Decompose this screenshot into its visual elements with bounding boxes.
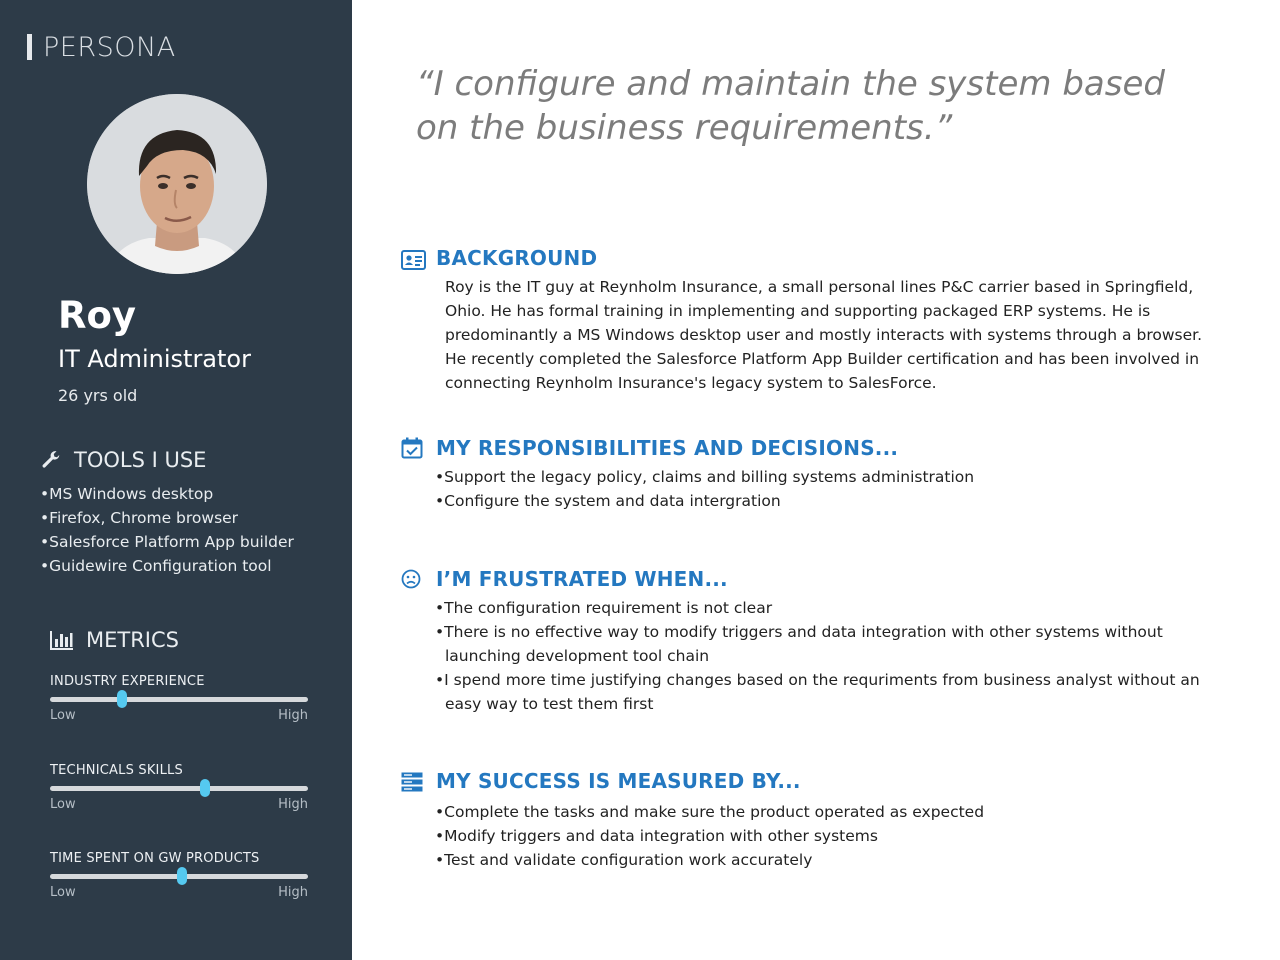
list-item: • Configure the system and data intergration [435,489,1225,513]
persona-header [27,32,176,62]
scale-low-label: Low [50,797,76,812]
background-text: Roy is the IT guy at Reynholm Insurance, a small personal lines P&C carrier based in Springfield, Ohio. He has formal training in implementing and supporting packaged ERP systems. He is predominantly a MS Windows desktop user and mostly interacts with systems through a browser. He recently completed the Salesforce Platform App Builder certification and has been involved in connecting Reynholm Insurance's legacy system to SalesForce. [445,278,1203,392]
calendar-check-icon [401,437,423,459]
metric-label: TECHNICALS SKILLS [50,763,183,778]
metric-slider-track[interactable] [50,786,308,791]
list-item: • There is no effective way to modify triggers and data integration with other systems without launching development tool chain [435,620,1225,668]
list-item: • The configuration requirement is not clear [435,596,1225,620]
persona-label: PERSONA [43,31,176,63]
metrics-title: METRICS [86,628,179,652]
list-item: • Modify triggers and data integration with other systems [435,824,1225,848]
responsibilities-title: MY RESPONSIBILITIES AND DECISIONS... [436,436,899,460]
list-item: • Salesforce Platform App builder [40,530,294,554]
frustrations-title: I’M FRUSTRATED WHEN... [436,567,728,591]
tools-heading [40,448,206,472]
server-list-icon [401,772,423,792]
tools-list [40,482,294,578]
scale-high-label: High [278,885,308,900]
tools-title: TOOLS I USE [74,448,207,472]
responsibilities-list [435,465,1225,513]
metric-slider-thumb[interactable] [200,779,210,797]
metric-slider-track[interactable] [50,697,308,702]
metric-industry-experience [50,674,308,723]
wrench-icon [40,449,62,471]
list-item: • Complete the tasks and make sure the product operated as expected [435,800,1225,824]
avatar [87,94,267,274]
scale-low-label: Low [50,885,76,900]
scale-high-label: High [278,797,308,812]
list-item: • Guidewire Configuration tool [40,554,294,578]
metrics-heading [50,628,179,652]
persona-age: 26 yrs old [58,386,138,405]
success-list [435,800,1225,872]
bar-chart-icon [50,630,74,650]
sidebar [0,0,352,960]
persona-role: IT Administrator [58,345,251,373]
metric-slider-track[interactable] [50,874,308,879]
persona-accent-bar [27,34,32,60]
metric-slider-thumb[interactable] [117,690,127,708]
sad-face-icon [401,569,421,589]
id-card-icon [401,250,426,270]
scale-high-label: High [278,708,308,723]
metric-label: TIME SPENT ON GW PRODUCTS [50,851,260,866]
list-item: • I spend more time justifying changes based on the requriments from business analyst without an easy way to test them first [435,668,1225,716]
list-item: • MS Windows desktop [40,482,294,506]
scale-low-label: Low [50,708,76,723]
metric-label: INDUSTRY EXPERIENCE [50,674,205,689]
metric-slider-thumb[interactable] [177,867,187,885]
list-item: • Firefox, Chrome browser [40,506,294,530]
main-content [352,0,1280,960]
persona-quote: “I configure and maintain the system based on the business requirements.” [416,64,1165,148]
persona-name: Roy [58,294,137,337]
metric-technical-skills [50,763,308,812]
list-item: • Support the legacy policy, claims and billing systems administration [435,465,1225,489]
list-item: • Test and validate configuration work accurately [435,848,1225,872]
success-title: MY SUCCESS IS MEASURED BY... [436,769,801,793]
frustrations-list [435,596,1225,716]
background-title: BACKGROUND [436,246,598,270]
metric-time-on-gw-products [50,851,308,900]
